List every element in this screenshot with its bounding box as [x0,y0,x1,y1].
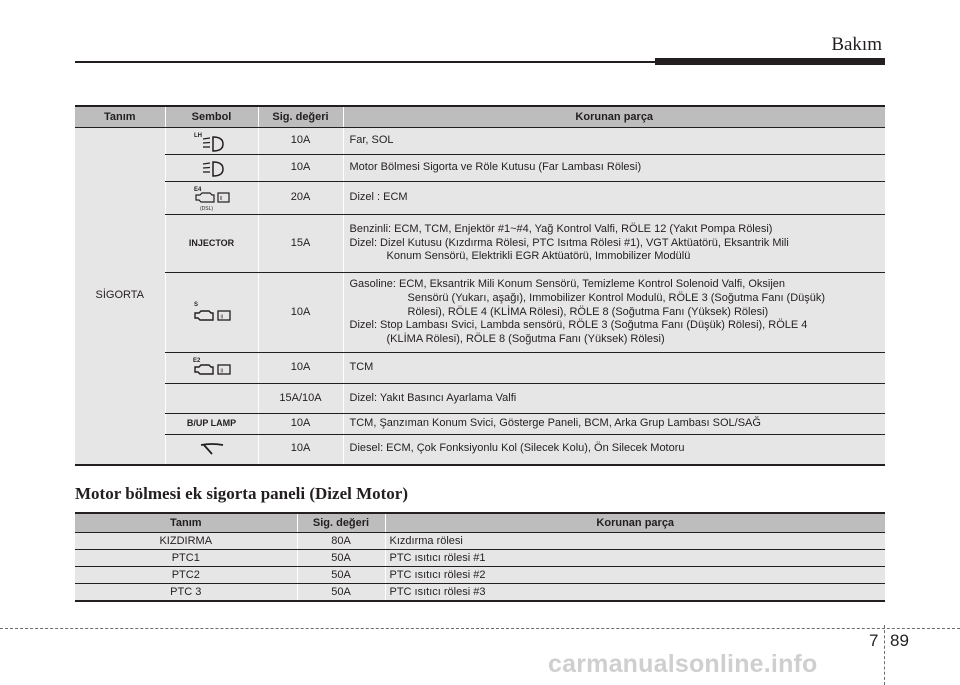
fuse-value: 15A/10A [258,384,343,414]
fuse-value: 10A [258,353,343,384]
fuse-value: 10A [258,273,343,353]
col-header-tanim: Tanım [75,106,165,128]
table-row [75,533,885,550]
table-row [75,584,885,602]
col-header-sembol: Sembol [165,106,258,128]
symbol-label: LH [193,133,202,139]
fuse-value: 10A [258,414,343,435]
engine-fuse-icon [188,299,236,327]
table-row [75,273,885,353]
svg-text:ll: ll [219,196,222,202]
symbol-cell [165,414,258,435]
protected-part: Dizel : ECM [343,182,885,215]
header-bar [655,58,885,65]
symbol-label: S [193,301,198,308]
symbol-label: E4 [193,187,201,193]
col-header-tanim: Tanım [75,513,297,533]
fuse-name: PTC 3 [75,584,297,602]
svg-text:ll: ll [220,368,223,375]
table-row [75,550,885,567]
headlamp-icon [192,130,232,152]
page-header-title: Bakım [831,34,882,55]
protected-part: Diesel: ECM, Çok Fonksiyonlu Kol (Silecek Kolu), Ön Silecek Motoru [343,435,885,465]
col-header-korunan-parca: Korunan parça [385,513,885,533]
symbol-cell [165,182,258,215]
fuse-table [75,105,885,466]
backup-lamp-symbol-label: B/UP LAMP [186,418,237,429]
engine-fuse-icon [188,355,236,381]
table-row [75,353,885,384]
protected-part: TCM [343,353,885,384]
fuse-name: KIZDIRMA [75,533,297,550]
table-row [75,435,885,465]
fuse-value: 50A [297,584,385,602]
extra-fuse-table [75,512,885,602]
injector-symbol-label: INJECTOR [188,237,235,248]
col-header-sig-degeri: Sig. değeri [297,513,385,533]
engine-fuse-icon [190,184,234,212]
fuse-value: 80A [297,533,385,550]
protected-part: Kızdırma rölesi [385,533,885,550]
group-label: SİGORTA [75,128,165,465]
table-row [75,182,885,215]
headlamp-icon [192,158,232,178]
fuse-name: PTC1 [75,550,297,567]
fuse-value: 10A [258,435,343,465]
fuse-value: 15A [258,215,343,273]
protected-part: PTC ısıtıcı rölesi #1 [385,550,885,567]
table-row [75,414,885,435]
fuse-value: 10A [258,155,343,182]
symbol-cell [165,273,258,353]
symbol-cell [165,353,258,384]
watermark: carmanualsonline.info [548,650,818,678]
protected-part: TCM, Şanzıman Konum Svici, Gösterge Paneli, BCM, Arka Grup Lambası SOL/SAĞ [343,414,885,435]
protected-part: Benzinli: ECM, TCM, Enjektör #1~#4, Yağ Kontrol Valfi, RÖLE 12 (Yakıt Pompa Rölesi) Dizel: Dizel Kutusu (Kızdırma Rölesi, PTC Isıtma Rölesi #1), VGT Aktüatörü, Eksantrik Mili Konum Sensörü, Elektrikli EGR Aktüatörü, Immobilizer Modülü [343,215,885,273]
protected-part: Gasoline: ECM, Eksantrik Mili Konum Sensörü, Temizleme Kontrol Solenoid Valfi, Oksijen Sensörü (Yukarı, aşağı), Immobilizer Kontrol Modulü, RÖLE 3 (Soğutma Fanı (Düşük) Rölesi), RÖLE 4 (KLİMA Rölesi), RÖLE 8 (Soğutma Fanı (Yüksek) Rölesi) Dizel: Stop Lambası Svici, Lambda sensörü, RÖLE 3 (Soğutma Fanı (Düşük) Rölesi), RÖLE 4 (KLİMA Rölesi), RÖLE 8 (Soğutma Fanı (Yüksek) Rölesi) [343,273,885,353]
protected-part: PTC ısıtıcı rölesi #2 [385,567,885,584]
page-number: 89 [890,631,909,650]
section-title: Motor bölmesi ek sigorta paneli (Dizel Motor) [75,484,409,503]
page-chapter-number: 7 [869,631,879,650]
col-header-sig-degeri: Sig. değeri [258,106,343,128]
table-row [75,155,885,182]
fuse-value: 10A [258,128,343,155]
symbol-cell [165,128,258,155]
symbol-cell [165,384,258,414]
table-row [75,384,885,414]
svg-text:ll: ll [220,314,223,320]
symbol-sublabel: (DSL) [199,206,213,212]
footer-rule [0,628,960,629]
symbol-cell [165,215,258,273]
symbol-cell [165,435,258,465]
symbol-label: E2 [192,358,200,364]
fuse-value: 20A [258,182,343,215]
symbol-cell [165,155,258,182]
table-row [75,128,885,155]
wiper-icon [192,439,232,459]
fuse-value: 50A [297,550,385,567]
protected-part: Motor Bölmesi Sigorta ve Röle Kutusu (Far Lambası Rölesi) [343,155,885,182]
fuse-value: 50A [297,567,385,584]
protected-part: Dizel: Yakıt Basıncı Ayarlama Valfi [343,384,885,414]
protected-part: PTC ısıtıcı rölesi #3 [385,584,885,602]
table-row [75,567,885,584]
protected-part: Far, SOL [343,128,885,155]
fuse-name: PTC2 [75,567,297,584]
table-row [75,215,885,273]
col-header-korunan-parca: Korunan parça [343,106,885,128]
footer-divider [884,625,885,685]
